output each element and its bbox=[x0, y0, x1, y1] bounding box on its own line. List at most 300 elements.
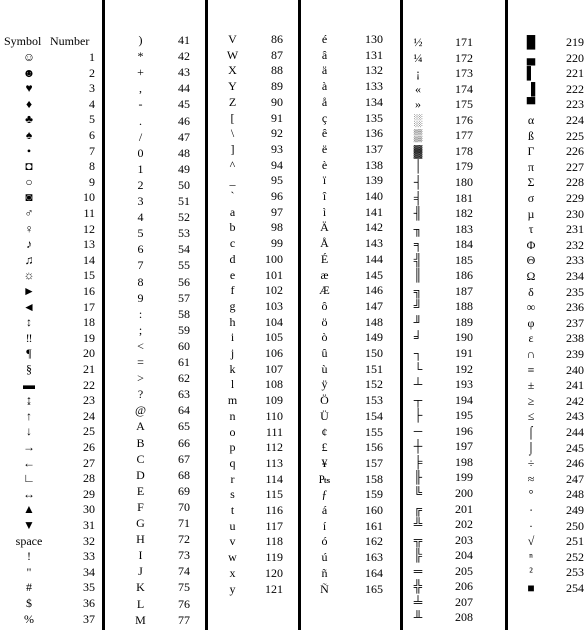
symbol-cell: ↓ bbox=[26, 424, 32, 438]
symbol-cell: I bbox=[138, 548, 143, 562]
number-cell: 110 bbox=[265, 409, 283, 423]
number-cell: 58 bbox=[178, 307, 190, 321]
number-cell: 204 bbox=[455, 548, 473, 562]
number-cell: 114 bbox=[265, 472, 283, 486]
symbol-cell: Φ bbox=[526, 238, 536, 252]
number-cell: 191 bbox=[455, 346, 473, 360]
number-cell: 69 bbox=[178, 484, 190, 498]
symbol-cell: Σ bbox=[527, 175, 535, 189]
number-cell: 161 bbox=[365, 519, 383, 533]
number-cell: 194 bbox=[455, 393, 473, 407]
symbol-cell: ε bbox=[528, 331, 534, 345]
number-cell: 233 bbox=[566, 253, 584, 267]
symbol-cell: _ bbox=[229, 173, 236, 187]
symbol-cell: ó bbox=[321, 534, 328, 548]
number-cell: 108 bbox=[265, 377, 283, 391]
number-cell: 235 bbox=[566, 285, 584, 299]
symbol-cell: 5 bbox=[137, 226, 144, 240]
table-row bbox=[0, 533, 585, 549]
table-row bbox=[0, 330, 585, 346]
symbol-cell: c bbox=[229, 236, 236, 250]
symbol-cell: " bbox=[26, 565, 32, 579]
symbol-cell: $ bbox=[26, 596, 32, 610]
symbol-cell: p bbox=[229, 440, 236, 454]
symbol-cell: ⌠ bbox=[527, 425, 535, 439]
number-cell: 146 bbox=[365, 283, 383, 297]
number-cell: 42 bbox=[178, 49, 190, 63]
symbol-cell: a bbox=[229, 205, 236, 219]
number-cell: 158 bbox=[365, 472, 383, 486]
number-cell: 135 bbox=[365, 111, 383, 125]
number-cell: 54 bbox=[178, 242, 190, 256]
table-row bbox=[0, 299, 585, 315]
number-cell: 156 bbox=[365, 440, 383, 454]
symbol-cell: ╨ bbox=[413, 610, 423, 624]
number-cell: 30 bbox=[83, 502, 95, 516]
symbol-cell: ░ bbox=[413, 113, 423, 127]
number-cell: 98 bbox=[271, 220, 283, 234]
symbol-cell: ≈ bbox=[527, 472, 535, 486]
symbol-cell: ♠ bbox=[25, 128, 33, 142]
symbol-cell: 6 bbox=[137, 242, 144, 256]
number-cell: 222 bbox=[566, 82, 584, 96]
number-cell: 11 bbox=[83, 206, 95, 220]
symbol-cell: Å bbox=[320, 236, 329, 250]
symbol-cell: ½ bbox=[413, 35, 423, 49]
number-cell: 99 bbox=[271, 236, 283, 250]
symbol-cell: à bbox=[321, 79, 328, 93]
number-cell: 175 bbox=[455, 97, 473, 111]
symbol-cell: ♣ bbox=[25, 112, 33, 126]
symbol-cell: : bbox=[138, 307, 143, 321]
number-cell: 91 bbox=[271, 111, 283, 125]
symbol-cell: space bbox=[15, 534, 43, 548]
number-cell: 254 bbox=[566, 581, 584, 595]
symbol-cell: ₧ bbox=[318, 472, 331, 486]
number-cell: 138 bbox=[365, 158, 383, 172]
number-cell: 50 bbox=[178, 178, 190, 192]
symbol-cell: ^ bbox=[229, 158, 236, 172]
symbol-cell: · bbox=[529, 519, 533, 533]
symbol-cell: 9 bbox=[137, 291, 144, 305]
symbol-cell: ò bbox=[321, 330, 328, 344]
symbol-cell: M bbox=[135, 613, 146, 627]
number-cell: 219 bbox=[566, 35, 584, 49]
number-cell: 157 bbox=[365, 456, 383, 470]
number-cell: 153 bbox=[365, 393, 383, 407]
symbol-cell: ╝ bbox=[413, 299, 423, 313]
number-cell: 249 bbox=[566, 503, 584, 517]
number-cell: 195 bbox=[455, 408, 473, 422]
symbol-cell: v bbox=[229, 534, 236, 548]
number-cell: 100 bbox=[265, 252, 283, 266]
number-cell: 134 bbox=[365, 95, 383, 109]
number-cell: 16 bbox=[83, 284, 95, 298]
symbol-cell: è bbox=[321, 158, 328, 172]
number-cell: 206 bbox=[455, 579, 473, 593]
table-row bbox=[0, 486, 585, 502]
number-cell: 248 bbox=[566, 487, 584, 501]
symbol-cell: 3 bbox=[137, 194, 144, 208]
table-row bbox=[0, 174, 585, 190]
number-cell: 243 bbox=[566, 409, 584, 423]
symbol-cell: ß bbox=[528, 129, 534, 143]
symbol-cell: 7 bbox=[137, 258, 144, 272]
symbol-cell: ╖ bbox=[413, 222, 423, 236]
number-cell: 202 bbox=[455, 517, 473, 531]
number-cell: 178 bbox=[455, 144, 473, 158]
number-cell: 95 bbox=[271, 173, 283, 187]
symbol-cell: ; bbox=[138, 323, 143, 337]
symbol-cell: f bbox=[230, 283, 235, 297]
number-cell: 56 bbox=[178, 275, 190, 289]
symbol-cell: ♥ bbox=[25, 81, 33, 95]
symbol-cell: ╣ bbox=[413, 253, 423, 267]
symbol-cell: E bbox=[136, 484, 145, 498]
number-cell: 198 bbox=[455, 455, 473, 469]
number-cell: 136 bbox=[365, 126, 383, 140]
number-cell: 2 bbox=[89, 66, 95, 80]
number-cell: 200 bbox=[455, 486, 473, 500]
symbol-cell: Ω bbox=[526, 269, 536, 283]
symbol-cell: ═ bbox=[413, 564, 423, 578]
symbol-cell: ≤ bbox=[527, 409, 535, 423]
symbol-cell: X bbox=[228, 63, 237, 77]
symbol-cell: ╧ bbox=[413, 595, 423, 609]
number-cell: 36 bbox=[83, 596, 95, 610]
symbol-cell: q bbox=[229, 456, 236, 470]
symbol-cell: + bbox=[137, 65, 144, 79]
number-cell: 67 bbox=[178, 452, 190, 466]
symbol-cell: ¡ bbox=[416, 66, 420, 80]
symbol-cell: m bbox=[227, 393, 238, 407]
number-cell: 221 bbox=[566, 66, 584, 80]
symbol-cell: B bbox=[136, 436, 145, 450]
number-cell: 70 bbox=[178, 500, 190, 514]
symbol-cell: ╡ bbox=[413, 191, 423, 205]
number-cell: 37 bbox=[83, 612, 95, 626]
symbol-cell: ▐ bbox=[526, 82, 536, 96]
number-cell: 53 bbox=[178, 226, 190, 240]
number-cell: 73 bbox=[178, 548, 190, 562]
number-cell: 174 bbox=[455, 82, 473, 96]
symbol-cell: Ñ bbox=[320, 582, 329, 596]
table-row bbox=[0, 424, 585, 440]
symbol-cell: V bbox=[228, 32, 237, 46]
symbol-cell: » bbox=[415, 97, 421, 111]
symbol-cell: ▲ bbox=[23, 502, 35, 516]
number-cell: 150 bbox=[365, 346, 383, 360]
symbol-cell: ▬ bbox=[23, 378, 35, 392]
number-cell: 190 bbox=[455, 330, 473, 344]
symbol-cell: d bbox=[229, 252, 236, 266]
symbol-cell: ƒ bbox=[321, 487, 328, 501]
number-cell: 72 bbox=[178, 532, 190, 546]
symbol-cell: ♂ bbox=[24, 206, 34, 220]
symbol-cell: é bbox=[321, 32, 328, 46]
symbol-cell: ╦ bbox=[413, 533, 423, 547]
symbol-cell: ì bbox=[322, 205, 327, 219]
symbol-cell: α bbox=[527, 113, 535, 127]
symbol-cell: ◘ bbox=[25, 159, 33, 173]
number-cell: 137 bbox=[365, 142, 383, 156]
number-cell: 143 bbox=[365, 236, 383, 250]
number-cell: 208 bbox=[455, 610, 473, 624]
number-cell: 27 bbox=[83, 456, 95, 470]
number-cell: 44 bbox=[178, 81, 190, 95]
number-cell: 90 bbox=[271, 95, 283, 109]
table-row bbox=[0, 143, 585, 159]
number-cell: 22 bbox=[83, 378, 95, 392]
symbol-cell: L bbox=[136, 597, 145, 611]
number-cell: 133 bbox=[365, 79, 383, 93]
symbol-cell: h bbox=[229, 315, 236, 329]
number-cell: 3 bbox=[89, 81, 95, 95]
symbol-cell: / bbox=[138, 130, 143, 144]
number-cell: 240 bbox=[566, 363, 584, 377]
number-cell: 18 bbox=[83, 315, 95, 329]
symbol-cell: ► bbox=[23, 284, 35, 298]
symbol-cell: æ bbox=[320, 268, 329, 282]
header-number: Number bbox=[50, 34, 90, 48]
number-cell: 172 bbox=[455, 51, 473, 65]
number-cell: 121 bbox=[265, 582, 283, 596]
table-row bbox=[0, 377, 585, 393]
symbol-cell: ║ bbox=[413, 268, 423, 282]
number-cell: 15 bbox=[83, 268, 95, 282]
symbol-cell: ┬ bbox=[413, 393, 423, 407]
number-cell: 201 bbox=[455, 502, 473, 516]
symbol-cell: D bbox=[136, 468, 145, 482]
number-cell: 8 bbox=[89, 159, 95, 173]
symbol-cell: â bbox=[321, 48, 328, 62]
symbol-cell: ▀ bbox=[526, 97, 536, 111]
number-cell: 47 bbox=[178, 130, 190, 144]
number-cell: 189 bbox=[455, 315, 473, 329]
number-cell: 63 bbox=[178, 387, 190, 401]
table-row bbox=[0, 268, 585, 284]
symbol-cell: x bbox=[229, 566, 236, 580]
number-cell: 228 bbox=[566, 175, 584, 189]
number-cell: 64 bbox=[178, 403, 190, 417]
symbol-cell: ← bbox=[23, 456, 35, 470]
symbol-cell: e bbox=[229, 268, 236, 282]
number-cell: 77 bbox=[178, 613, 190, 627]
number-cell: 13 bbox=[83, 237, 95, 251]
symbol-cell: ¢ bbox=[321, 425, 328, 439]
number-cell: 41 bbox=[178, 33, 190, 47]
symbol-cell: ▒ bbox=[413, 128, 423, 142]
symbol-cell: ┐ bbox=[413, 346, 423, 360]
symbol-cell: G bbox=[136, 516, 145, 530]
number-cell: 238 bbox=[566, 331, 584, 345]
number-cell: 139 bbox=[365, 173, 383, 187]
table-row bbox=[0, 549, 585, 565]
symbol-cell: ╜ bbox=[413, 315, 423, 329]
number-cell: 141 bbox=[365, 205, 383, 219]
symbol-cell: û bbox=[321, 346, 328, 360]
symbol-cell: r bbox=[230, 472, 235, 486]
number-cell: 105 bbox=[265, 330, 283, 344]
symbol-cell: ▄ bbox=[526, 51, 536, 65]
symbol-cell: Θ bbox=[526, 253, 536, 267]
symbol-cell: t bbox=[230, 503, 235, 517]
table-row bbox=[0, 471, 585, 487]
number-cell: 10 bbox=[83, 190, 95, 204]
symbol-cell: j bbox=[230, 346, 235, 360]
number-cell: 132 bbox=[365, 63, 383, 77]
symbol-cell: ♦ bbox=[25, 97, 33, 111]
number-cell: 148 bbox=[365, 315, 383, 329]
symbol-cell: ↑ bbox=[26, 409, 32, 423]
symbol-cell: Ö bbox=[320, 393, 329, 407]
table-row bbox=[0, 190, 585, 206]
number-cell: 24 bbox=[83, 409, 95, 423]
number-cell: 145 bbox=[365, 268, 383, 282]
table-row bbox=[0, 362, 585, 378]
symbol-cell: ∩ bbox=[526, 347, 536, 361]
number-cell: 21 bbox=[83, 362, 95, 376]
number-cell: 196 bbox=[455, 424, 473, 438]
symbol-cell: ¼ bbox=[413, 51, 423, 65]
symbol-cell: 8 bbox=[137, 275, 144, 289]
number-cell: 23 bbox=[83, 393, 95, 407]
symbol-cell: n bbox=[229, 409, 236, 423]
symbol-cell: 2 bbox=[137, 178, 144, 192]
symbol-cell: # bbox=[26, 580, 32, 594]
table-row bbox=[0, 393, 585, 409]
number-cell: 230 bbox=[566, 207, 584, 221]
number-cell: 113 bbox=[265, 456, 283, 470]
number-cell: 224 bbox=[566, 113, 584, 127]
symbol-cell: H bbox=[136, 532, 145, 546]
symbol-cell: í bbox=[322, 519, 327, 533]
symbol-cell: = bbox=[137, 355, 144, 369]
symbol-cell: ï bbox=[322, 173, 327, 187]
symbol-cell: µ bbox=[527, 207, 535, 221]
symbol-cell: ┼ bbox=[413, 439, 423, 453]
number-cell: 147 bbox=[365, 299, 383, 313]
symbol-cell: ☻ bbox=[22, 66, 36, 80]
number-cell: 232 bbox=[566, 238, 584, 252]
symbol-cell: ç bbox=[321, 111, 328, 125]
number-cell: 48 bbox=[178, 146, 190, 160]
number-cell: 106 bbox=[265, 346, 283, 360]
symbol-cell: ♫ bbox=[24, 253, 34, 267]
symbol-cell: Γ bbox=[527, 144, 535, 158]
symbol-cell: ñ bbox=[321, 566, 328, 580]
symbol-cell: ä bbox=[321, 63, 328, 77]
number-cell: 76 bbox=[178, 597, 190, 611]
number-cell: 179 bbox=[455, 159, 473, 173]
number-cell: 197 bbox=[455, 439, 473, 453]
number-cell: 31 bbox=[83, 518, 95, 532]
number-cell: 62 bbox=[178, 371, 190, 385]
symbol-cell: • bbox=[26, 144, 32, 158]
number-cell: 111 bbox=[265, 425, 283, 439]
number-cell: 33 bbox=[83, 549, 95, 563]
symbol-cell: < bbox=[137, 339, 144, 353]
number-cell: 245 bbox=[566, 441, 584, 455]
symbol-cell: Ü bbox=[320, 409, 329, 423]
symbol-cell: å bbox=[321, 95, 328, 109]
number-cell: 234 bbox=[566, 269, 584, 283]
table-row bbox=[0, 221, 585, 237]
symbol-cell: F bbox=[137, 500, 144, 514]
symbol-cell: ÿ bbox=[321, 377, 328, 391]
number-cell: 199 bbox=[455, 470, 473, 484]
number-cell: 49 bbox=[178, 162, 190, 176]
number-cell: 154 bbox=[365, 409, 383, 423]
table-row bbox=[0, 346, 585, 362]
table-row bbox=[0, 284, 585, 300]
number-cell: 6 bbox=[89, 128, 95, 142]
number-cell: 109 bbox=[265, 393, 283, 407]
symbol-cell: ö bbox=[321, 315, 328, 329]
number-cell: 52 bbox=[178, 210, 190, 224]
number-cell: 66 bbox=[178, 436, 190, 450]
symbol-cell: C bbox=[136, 452, 145, 466]
number-cell: 88 bbox=[271, 63, 283, 77]
symbol-cell: √ bbox=[527, 534, 535, 548]
number-cell: 183 bbox=[455, 222, 473, 236]
number-cell: 192 bbox=[455, 362, 473, 376]
table-row bbox=[0, 81, 585, 97]
symbol-cell: K bbox=[136, 580, 145, 594]
number-cell: 151 bbox=[365, 362, 383, 376]
table-row bbox=[0, 594, 585, 610]
number-cell: 152 bbox=[365, 377, 383, 391]
symbol-cell: ¶ bbox=[26, 346, 32, 360]
symbol-cell: ▓ bbox=[413, 144, 423, 158]
number-cell: 193 bbox=[455, 377, 473, 391]
symbol-cell: ² bbox=[529, 565, 533, 579]
number-cell: 65 bbox=[178, 419, 190, 433]
symbol-cell: ú bbox=[321, 550, 328, 564]
number-cell: 187 bbox=[455, 284, 473, 298]
symbol-cell: ☼ bbox=[23, 268, 35, 282]
symbol-cell: ♀ bbox=[24, 222, 34, 236]
number-cell: 1 bbox=[89, 50, 95, 64]
table-row bbox=[0, 50, 585, 66]
symbol-cell: l bbox=[230, 377, 235, 391]
number-cell: 12 bbox=[83, 222, 95, 236]
number-cell: 220 bbox=[566, 51, 584, 65]
table-row bbox=[0, 455, 585, 471]
number-cell: 26 bbox=[83, 440, 95, 454]
symbol-cell: , bbox=[139, 81, 142, 95]
number-cell: 163 bbox=[365, 550, 383, 564]
number-cell: 45 bbox=[178, 97, 190, 111]
symbol-cell: É bbox=[320, 252, 329, 266]
symbol-cell: δ bbox=[528, 285, 534, 299]
number-cell: 177 bbox=[455, 128, 473, 142]
number-cell: 116 bbox=[265, 503, 283, 517]
number-cell: 28 bbox=[83, 471, 95, 485]
number-cell: 182 bbox=[455, 206, 473, 220]
number-cell: 43 bbox=[178, 65, 190, 79]
symbol-cell: ê bbox=[321, 126, 328, 140]
table-row bbox=[0, 315, 585, 331]
number-cell: 203 bbox=[455, 533, 473, 547]
number-cell: 92 bbox=[271, 126, 283, 140]
number-cell: 4 bbox=[89, 97, 95, 111]
number-cell: 35 bbox=[83, 580, 95, 594]
symbol-cell: Z bbox=[228, 95, 237, 109]
number-cell: 251 bbox=[566, 534, 584, 548]
symbol-cell: > bbox=[137, 371, 144, 385]
table-row bbox=[0, 159, 585, 175]
